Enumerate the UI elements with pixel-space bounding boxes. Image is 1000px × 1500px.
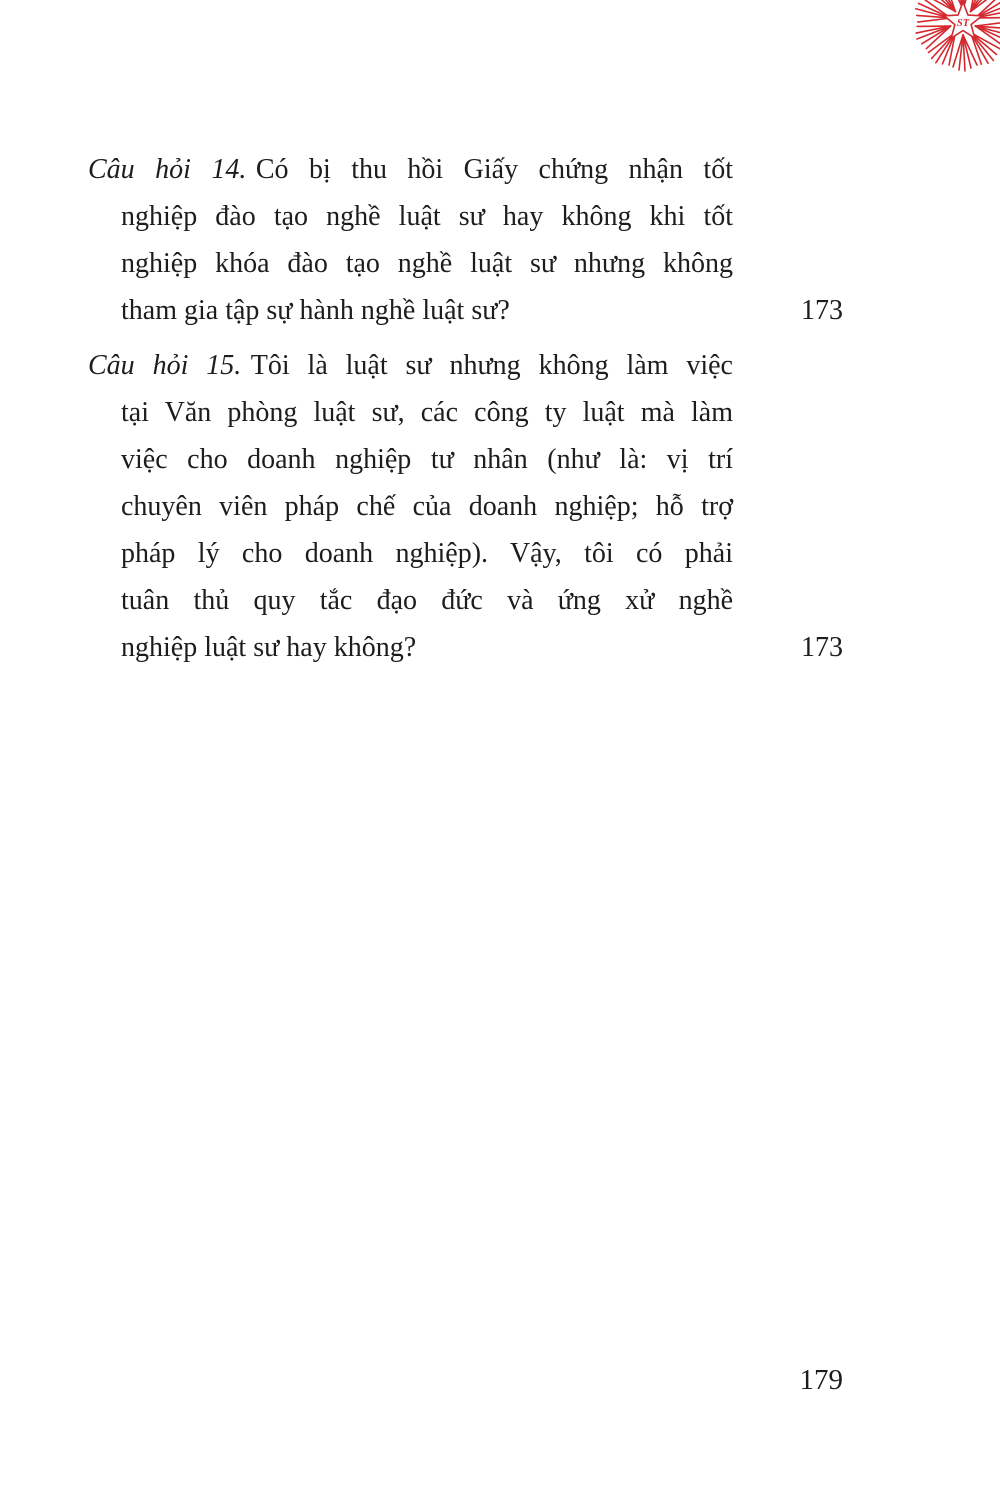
- publisher-logo-icon: [908, 0, 1000, 77]
- toc-line: [121, 287, 843, 334]
- toc-line: tuân thủ quy tắc đạo đức và ứng xử nghề: [121, 585, 733, 616]
- toc-line: pháp lý cho doanh nghiệp). Vậy, tôi có phải: [121, 538, 733, 569]
- toc-entry-label: Câu hỏi 15.: [88, 350, 242, 381]
- toc-line: [88, 342, 733, 389]
- toc-page-reference: 173: [801, 295, 843, 326]
- toc-line: nghiệp đào tạo nghề luật sư hay không khi tốt: [121, 201, 733, 232]
- toc-line-text: Có bị thu hồi Giấy chứng nhận tốt: [255, 154, 733, 185]
- toc-line: việc cho doanh nghiệp tư nhân (như là: vị trí: [121, 444, 733, 475]
- toc-line-text: nghiệp luật sư hay không?: [121, 632, 417, 663]
- toc-entry-label: Câu hỏi 14.: [88, 154, 247, 185]
- toc-line: chuyên viên pháp chế của doanh nghiệp; hỗ trợ: [121, 491, 733, 522]
- logo-monogram: ST: [956, 18, 970, 30]
- toc-entry-cau-hoi-14: [88, 146, 843, 334]
- toc-line-text: tham gia tập sự hành nghề luật sư?: [121, 295, 510, 326]
- toc-line: [121, 624, 843, 671]
- toc-line-text: Tôi là luật sư nhưng không làm việc: [250, 350, 733, 381]
- toc-line: nghiệp khóa đào tạo nghề luật sư nhưng không: [121, 248, 733, 279]
- toc-line: tại Văn phòng luật sư, các công ty luật mà làm: [121, 397, 733, 428]
- folio-page-number: 179: [799, 1364, 843, 1396]
- toc-entry-cau-hoi-15: [88, 342, 843, 671]
- toc-page-reference: 173: [801, 632, 843, 663]
- toc-line: [88, 146, 733, 193]
- toc-list: [88, 146, 843, 671]
